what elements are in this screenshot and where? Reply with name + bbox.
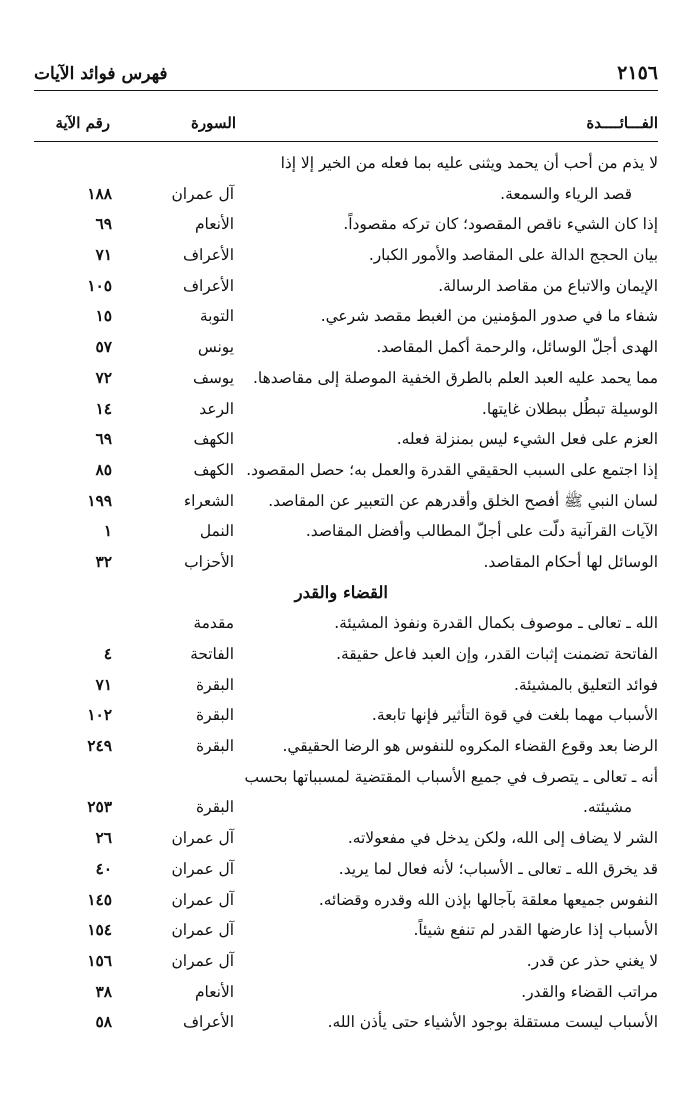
ayah-number: ١٨٨ [87, 184, 112, 203]
faida-text: فوائد التعليق بالمشيئة. [513, 675, 658, 694]
index-row [34, 179, 658, 210]
ayah-number: ٤٠ [95, 859, 112, 878]
faida-text: الوسيلة تبطُل ببطلان غايتها. [481, 399, 658, 418]
index-row [34, 670, 658, 701]
index-row [34, 301, 658, 332]
ayah-number: ١٩٩ [87, 491, 112, 510]
index-row [34, 885, 658, 916]
sura-name: الرعد [199, 399, 234, 418]
ayah-number: ٣٢ [95, 552, 112, 571]
index-row [34, 700, 658, 731]
index-row [34, 608, 658, 639]
sura-name: آل عمران [171, 829, 234, 848]
ayah-number: ٦٩ [95, 215, 112, 234]
ayah-number: ١٠٢ [87, 706, 112, 725]
faida-text: الوسائل لها أحكام المقاصد. [483, 552, 658, 571]
sura-name: الأعراف [183, 246, 234, 265]
faida-text: الفاتحة تضمنت إثبات القدر، وإن العبد فاعل حقيقة. [336, 645, 658, 663]
faida-text: الأسباب إذا عارضها القدر لم تنفع شيئاً. [413, 921, 658, 940]
faida-text: مراتب القضاء والقدر. [521, 982, 658, 1001]
ayah-number: ٥٨ [95, 1013, 112, 1032]
index-row [34, 148, 658, 179]
sura-name: الأعراف [183, 276, 234, 295]
ayah-number: ٧١ [95, 675, 112, 694]
ayah-number: ٤ [103, 645, 112, 663]
index-row [34, 823, 658, 854]
sura-name: آل عمران [171, 951, 234, 970]
index-row [34, 547, 658, 578]
sura-name: مقدمة [193, 614, 234, 633]
column-header-sura: السورة [191, 114, 236, 132]
faida-text: لسان النبي ﷺ أفصح الخلق وأقدرهم عن التعبير عن المقاصد. [268, 491, 658, 510]
index-row [34, 455, 658, 486]
faida-text: لا يغني حذر عن قدر. [526, 951, 658, 970]
sura-name: الأحزاب [184, 552, 234, 571]
sura-name: النمل [199, 522, 234, 541]
faida-text: الله ـ تعالى ـ موصوف بكمال القدرة ونفوذ المشيئة. [334, 614, 658, 633]
index-row [34, 731, 658, 762]
sura-name: البقرة [196, 737, 234, 756]
sura-name: الأنعام [195, 982, 234, 1001]
sura-name: التوبة [199, 307, 234, 326]
column-header-rule [34, 141, 658, 142]
sura-name: آل عمران [171, 890, 234, 909]
index-row [34, 1007, 658, 1038]
ayah-number: ١٤٥ [87, 890, 112, 909]
ayah-number: ٥٧ [95, 338, 112, 357]
ayah-number: ٦٩ [95, 430, 112, 449]
index-row [34, 792, 658, 823]
ayah-number: ٧٢ [95, 368, 112, 387]
index-row [34, 639, 658, 670]
faida-text: الأسباب مهما بلغت في قوة التأثير فإنها تابعة. [371, 706, 658, 725]
faida-text: العزم على فعل الشيء ليس بمنزلة فعله. [396, 430, 658, 449]
index-row [34, 271, 658, 302]
faida-text: قصد الرياء والسمعة. [500, 184, 632, 203]
sura-name: الأعراف [183, 1013, 234, 1032]
index-row [34, 486, 658, 517]
faida-text: مما يحمد عليه العبد العلم بالطرق الخفية الموصلة إلى مقاصدها. [253, 368, 658, 387]
sura-name: البقرة [196, 706, 234, 725]
running-title: فهرس فوائد الآيات [34, 64, 168, 84]
faida-text: لا يذم من أحب أن يحمد ويثنى عليه بما فعله من الخير إلا إذا [280, 154, 658, 172]
ayah-number: ١٥٦ [87, 951, 112, 970]
sura-name: الكهف [193, 460, 234, 479]
sura-name: آل عمران [171, 859, 234, 878]
sura-name: يوسف [192, 368, 234, 387]
sura-name: البقرة [196, 798, 234, 817]
page-number: ٢١٥٦ [617, 62, 658, 84]
page-header [34, 62, 658, 88]
ayah-number: ٢٦ [95, 829, 112, 848]
ayah-number: ١٤ [95, 399, 112, 418]
index-row [34, 209, 658, 240]
sura-name: آل عمران [171, 921, 234, 940]
ayah-number: ٣٨ [95, 982, 112, 1001]
faida-text: شفاء ما في صدور المؤمنين من الغبط مقصد شرعي. [320, 307, 658, 326]
column-header-ayah: رقم الآية [55, 114, 110, 132]
faida-text: النفوس جميعها معلقة بآجالها بإذن الله وقدره وقضائه. [318, 890, 658, 909]
faida-text: مشيئته. [582, 798, 632, 817]
faida-text: الشر لا يضاف إلى الله، ولكن يدخل في مفعولاته. [347, 829, 658, 848]
ayah-number: ١٥ [95, 307, 112, 326]
section-title: القضاء والقدر [294, 582, 388, 602]
index-table [34, 148, 658, 1038]
faida-text: إذا كان الشيء ناقص المقصود؛ كان تركه مقصوداً. [343, 215, 658, 234]
index-row [34, 363, 658, 394]
faida-text: بيان الحجج الدالة على المقاصد والأمور الكبار. [368, 246, 658, 265]
index-row [34, 332, 658, 363]
faida-text: قد يخرق الله ـ تعالى ـ الأسباب؛ لأنه فعال لما يريد. [338, 859, 658, 878]
sura-name: البقرة [196, 675, 234, 694]
section-heading [34, 578, 658, 609]
index-row [34, 240, 658, 271]
header-rule [34, 90, 658, 91]
index-row [34, 915, 658, 946]
ayah-number: ٨٥ [95, 460, 112, 479]
ayah-number: ١٥٤ [87, 921, 112, 940]
faida-text: الأسباب ليست مستقلة بوجود الأشياء حتى يأذن الله. [327, 1013, 658, 1032]
ayah-number: ٢٥٣ [87, 798, 112, 817]
ayah-number: ٧١ [95, 246, 112, 265]
sura-name: يونس [197, 338, 234, 357]
index-row [34, 977, 658, 1008]
sura-name: الشعراء [183, 491, 234, 510]
faida-text: الرضا بعد وقوع القضاء المكروه للنفوس هو الرضا الحقيقي. [282, 737, 658, 756]
index-row [34, 394, 658, 425]
ayah-number: ١٠٥ [87, 276, 112, 295]
ayah-number: ١ [103, 522, 112, 541]
sura-name: الأنعام [195, 215, 234, 234]
ayah-number: ٢٤٩ [87, 737, 112, 756]
index-row [34, 762, 658, 793]
index-row [34, 424, 658, 455]
faida-text: الإيمان والاتباع من مقاصد الرسالة. [438, 276, 658, 295]
column-header-faida: الفـــائــــدة [586, 114, 658, 132]
index-row [34, 854, 658, 885]
faida-text: إذا اجتمع على السبب الحقيقي القدرة والعمل به؛ حصل المقصود. [246, 460, 658, 479]
faida-text: الآيات القرآنية دلّت على أجلّ المطالب وأفضل المقاصد. [305, 522, 658, 541]
sura-name: الفاتحة [190, 645, 234, 663]
index-row [34, 946, 658, 977]
sura-name: آل عمران [171, 184, 234, 203]
faida-text: الهدى أجلّ الوسائل، والرحمة أكمل المقاصد. [376, 338, 658, 357]
index-row [34, 516, 658, 547]
faida-text: أنه ـ تعالى ـ يتصرف في جميع الأسباب المقتضية لمسبباتها بحسب [244, 767, 658, 786]
sura-name: الكهف [193, 430, 234, 449]
